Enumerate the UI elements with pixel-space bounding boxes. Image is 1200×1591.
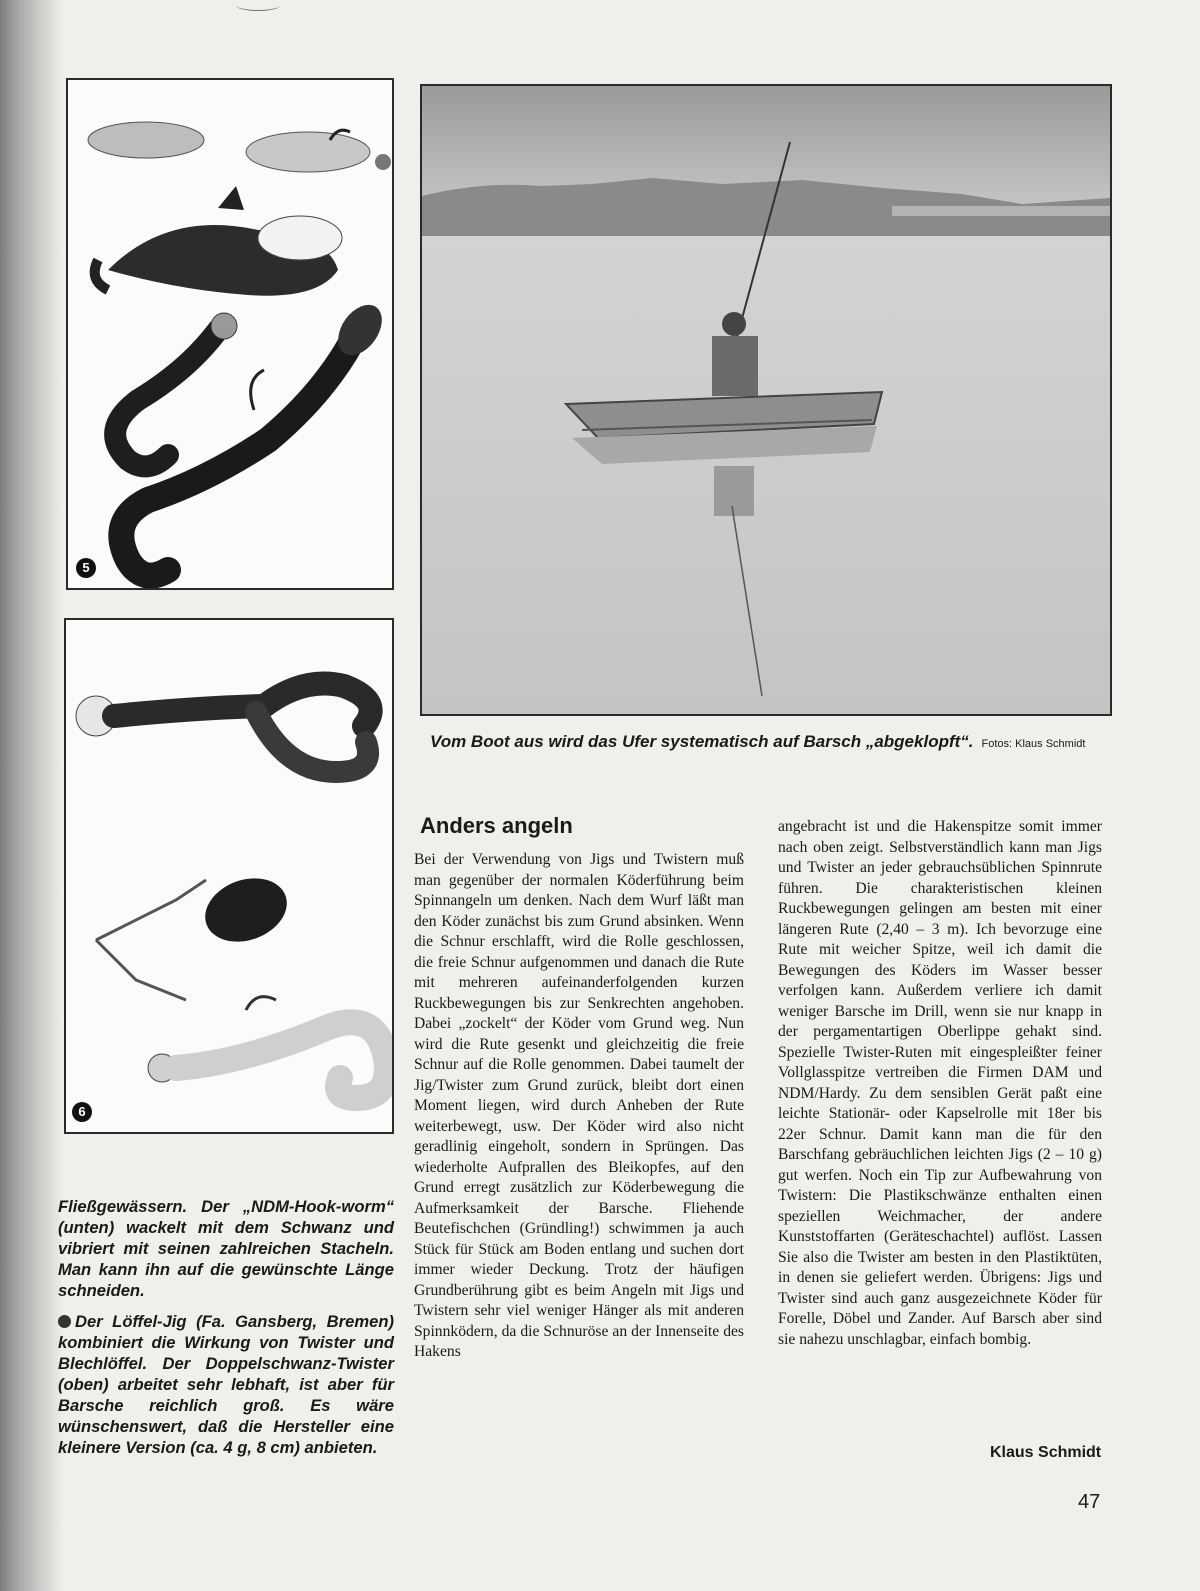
article-column-2: angebracht ist und die Hakenspitze somit immer nach oben zeigt. Selbstverständlich kann man Jigs und Twister an jeder gebrauchsüblichen Spinnrute führen. Die charakteristischen kleinen Ruckbewegungen gelingen am besten mit einer längeren Rute (2,40 – 3 m). Ich bevorzuge eine Rute mit weicher Spitze, weil ich damit die Bewegungen des Köders im Wasser besser verfolgen kann. Außerdem verliere ich damit weniger Barsche im Drill, wenn sie nur knapp in der pergamentartigen Oberlippe gehakt sind. Spezielle Twister-Ruten mit eingespleißter feiner Vollglasspitze vertreiben die Firmen DAM und NDM/Hardy. Zu dem sensiblen Gerät paßt eine leichte Stationär- oder Kapselrolle mit 18er bis 22er Schnur. Damit kann man die für den Barschfang gebräuchlichen leichten Jigs (2 – 10 g) gut werfen. Noch ein Tip zur Aufbewahrung von Twistern: Die Plastikschwänze enthalten einen speziellen Weichmacher, der andere Kunststoffarten (Geräteschachtel) auflöst. Lassen Sie also die Twister am besten in den Plastiktüten, in denen sie geliefert werden. Übrigens: Jigs und Twister sind auch ganz ausgezeichnete Köder für Forelle, Döbel und Zander. Auf Barsch aber sind sie nahezu unschlagbar, einfach bombig.	[778, 818, 1102, 1348]
page-curl-mark	[236, 0, 280, 11]
boat-fishing-photo	[420, 84, 1112, 716]
lures-illustration-6	[66, 620, 392, 1132]
figure-captions	[58, 1196, 394, 1468]
figure-6-badge: 6	[72, 1102, 92, 1122]
figure-5-lures-photo	[66, 78, 394, 590]
photo-credit: Fotos: Klaus Schmidt	[981, 738, 1086, 750]
figure-6-caption-block	[58, 1311, 394, 1458]
photo-caption	[430, 732, 1110, 752]
photo-caption-text: Vom Boot aus wird das Ufer systematisch auf Barsch „abgeklopft“.	[430, 732, 974, 751]
article-column-1: Bei der Verwendung von Jigs und Twistern muß man gegenüber der normalen Köderführung beim Spinnangeln um denken. Nach dem Wurf läßt man den Köder zunächst bis zum Grund absinken. Wenn die Schnur erschlafft, wird die Rolle geschlossen, die freie Schnur aufgenommen und danach die Rute mit mehreren aufeinanderfolgenden kurzen Ruckbewegungen bis zur Senkrechten angehoben. Dabei „zockelt“ der Köder vom Grund weg. Nun wird die Rute gesenkt und gleichzeitig die freie Schnur auf die Rolle genommen. Dabei taumelt der Jig/Twister zum Grund zurück, bleibt dort einen Moment liegen, wird durch Anheben der Rute weiterbewegt, usw. Der Köder wird also nicht geradlinig eingeholt, sondern in Sprüngen. Das wiederholte Aufprallen des Bleikopfes, auf den Grund erregt zusätzlich zur Köderbewegung die Aufmerksamkeit der Barsche. Fliehende Beutefischchen (Gründling!) schwimmen ja auch Stück für Stück am Boden entlang und suchen dort immer wieder Deckung. Trotz der häufigen Grundberührung gibt es beim Angeln mit Jigs und Twistern sehr viel weniger Hänger als mit anderen Spinnködern, da die Schnuröse an der Innenseite des Hakens	[414, 851, 744, 1360]
figure-5-caption: Fließgewässern. Der „NDM-Hook-worm“ (unten) wackelt mit dem Schwanz und vibriert mit seinen zahlreichen Stacheln. Man kann ihn auf die gewünschte Länge schneiden.	[58, 1197, 394, 1300]
figure-6-caption: Der Löffel-Jig (Fa. Gansberg, Bremen) kombiniert die Wirkung von Twister und Blechlöffel. Der Doppelschwanz-Twister (oben) arbeitet sehr lebhaft, ist aber für Barsche reichlich groß. Es wäre wünschenswert, daß die Hersteller eine kleinere Version (ca. 4 g, 8 cm) anbieten.	[58, 1312, 394, 1457]
article-heading: Anders angeln	[420, 813, 573, 838]
lures-illustration-5	[68, 80, 392, 588]
figure-6-caption-bullet	[58, 1315, 71, 1328]
page-gutter-shadow	[0, 0, 62, 1591]
page-number: 47	[1078, 1491, 1101, 1513]
figure-6-lures-photo	[64, 618, 394, 1134]
boat-scene-illustration	[422, 86, 1110, 714]
figure-5-badge: 5	[76, 558, 96, 578]
article-author: Klaus Schmidt	[990, 1444, 1102, 1461]
